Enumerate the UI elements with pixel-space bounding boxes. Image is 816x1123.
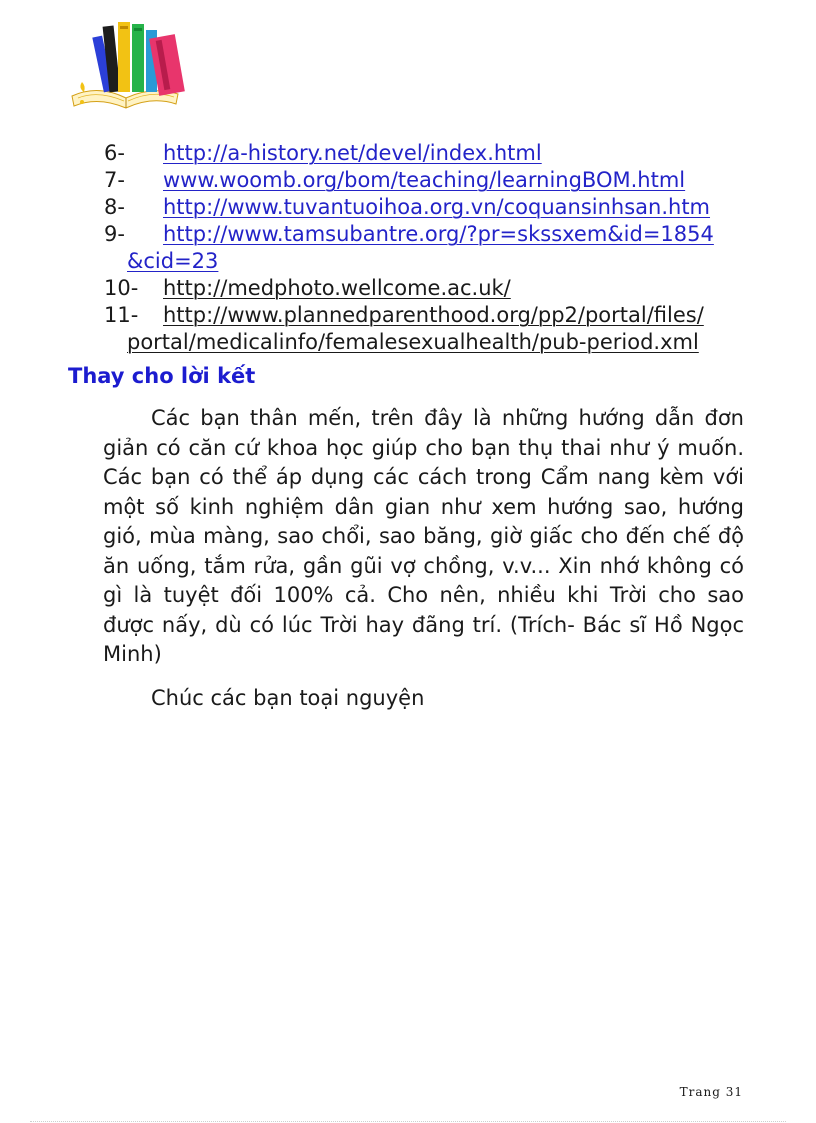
books-logo-icon [68,14,190,114]
reference-number: 10- [104,276,139,300]
reference-item [0,167,816,194]
section-heading: Thay cho lời kết [68,364,256,388]
reference-number: 6- [104,141,125,165]
reference-link[interactable]: http://a-history.net/devel/index.html [163,141,542,165]
footer-divider [30,1121,786,1122]
reference-list [0,140,816,356]
reference-item [0,221,816,275]
reference-item [0,194,816,221]
reference-item [0,140,816,167]
reference-link[interactable]: http://www.tamsubantre.org/?pr=skssxem&id=1854 [163,222,714,246]
reference-link-continuation[interactable]: portal/medicalinfo/femalesexualhealth/pub-period.xml [127,330,699,354]
reference-number: 11- [104,303,139,327]
body-paragraph: Các bạn thân mến, trên đây là những hướng dẫn đơn giản có căn cứ khoa học giúp cho bạn thụ thai như ý muốn. Các bạn có thể áp dụng các cách trong Cẩm nang kèm với một số kinh nghiệm dân gian như xem hướng sao, hướng gió, mùa màng, sao chổi, sao băng, giờ giấc cho đến chế độ ăn uống, tắm rửa, gần gũi vợ chồng, v.v... Xin nhớ không có gì là tuyệt đối 100% cả. Cho nên, nhiều khi Trời cho sao được nấy, dù có lúc Trời hay đãng trí. (Trích- Bác sĩ Hồ Ngọc Minh) [103,406,744,666]
reference-link[interactable]: http://www.tuvantuoihoa.org.vn/coquansinhsan.htm [163,195,711,219]
reference-item [0,302,816,356]
reference-link[interactable]: www.woomb.org/bom/teaching/learningBOM.html [163,168,686,192]
reference-number: 7- [104,168,125,192]
reference-link-continuation[interactable]: &cid=23 [127,249,219,273]
page-number: Trang 31 [679,1085,743,1099]
closing-line: Chúc các bạn toại nguyện [151,686,425,710]
reference-link[interactable]: http://medphoto.wellcome.ac.uk/ [163,276,511,300]
reference-number: 9- [104,222,125,246]
reference-link[interactable]: http://www.plannedparenthood.org/pp2/portal/files/ [163,303,704,327]
reference-number: 8- [104,195,125,219]
reference-item [0,275,816,302]
